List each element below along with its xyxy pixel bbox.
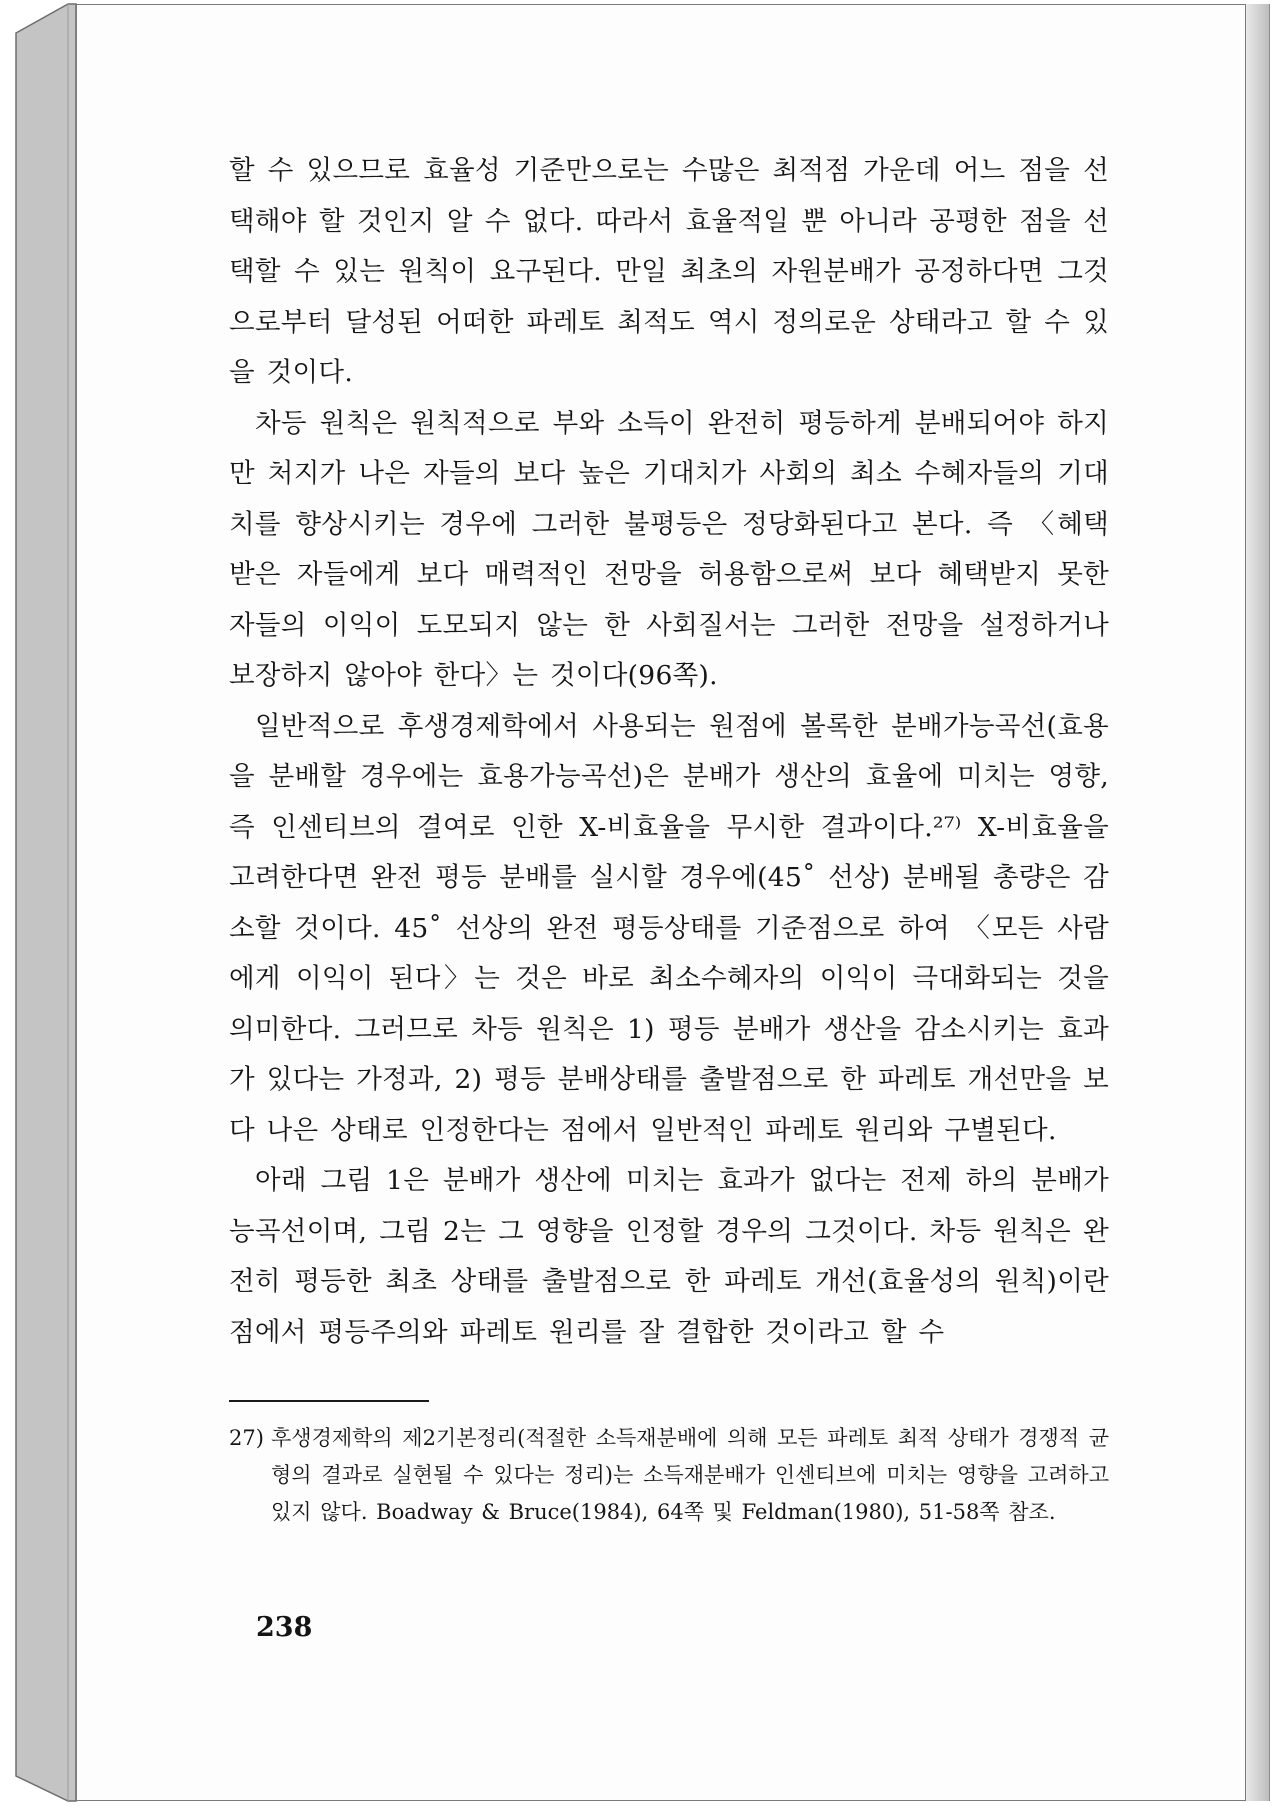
footnote-divider — [229, 1400, 429, 1402]
book-spine — [0, 0, 80, 1806]
paragraph-4: 아래 그림 1은 분배가 생산에 미치는 효과가 없다는 전제 하의 분배가능곡선이며, 그림 2는 그 영향을 인정할 경우의 그것이다. 차등 원칙은 완전히 평등한 최초 상태를 출발점으로 한 파레토 개선(효율성의 원칙)이란 점에서 평등주의와 파레토 원리를 잘 결합한 것이라고 할 수 — [229, 1165, 1109, 1348]
body-text — [229, 146, 1109, 1358]
page-number: 238 — [256, 1612, 313, 1643]
footnote-marker: 27) — [229, 1426, 264, 1450]
page-edge — [1246, 4, 1270, 1801]
footnote-text: 후생경제학의 제2기본정리(적절한 소득재분배에 의해 모든 파레토 최적 상태가 경쟁적 균형의 결과로 실현될 수 있다는 정리)는 소득재분배가 인센티브에 미치는 영향을 고려하고 있지 않다. Boadway & Bruce(1984), 64쪽 및 Feldman(1980), 51-58쪽 참조. — [271, 1426, 1109, 1524]
footnote — [229, 1420, 1109, 1531]
paragraph-2: 차등 원칙은 원칙적으로 부와 소득이 완전히 평등하게 분배되어야 하지만 처지가 나은 자들의 보다 높은 기대치가 사회의 최소 수혜자들의 기대치를 향상시키는 경우에 그러한 불평등은 정당화된다고 본다. 즉 〈혜택받은 자들에게 보다 매력적인 전망을 허용함으로써 보다 혜택받지 못한 자들의 이익이 도모되지 않는 한 사회질서는 그러한 전망을 설정하거나 보장하지 않아야 한다〉는 것이다(96쪽). — [229, 407, 1109, 691]
paragraph-3: 일반적으로 후생경제학에서 사용되는 원점에 볼록한 분배가능곡선(효용을 분배할 경우에는 효용가능곡선)은 분배가 생산의 효율에 미치는 영향, 즉 인센티브의 결여로 인한 X-비효율을 무시한 결과이다.²⁷⁾ X-비효율을 고려한다면 완전 평등 분배를 실시할 경우에(45˚ 선상) 분배될 총량은 감소할 것이다. 45˚ 선상의 완전 평등상태를 기준점으로 하여 〈모든 사람에게 이익이 된다〉는 것은 바로 최소수혜자의 이익이 극대화되는 것을 의미한다. 그러므로 차등 원칙은 1) 평등 분배가 생산을 감소시키는 효과가 있다는 가정과, 2) 평등 분배상태를 출발점으로 한 파레토 개선만을 보다 나은 상태로 인정한다는 점에서 일반적인 파레토 원리와 구별된다. — [229, 710, 1109, 1146]
paragraph-1: 할 수 있으므로 효율성 기준만으로는 수많은 최적점 가운데 어느 점을 선택해야 할 것인지 알 수 없다. 따라서 효율적일 뿐 아니라 공평한 점을 선택할 수 있는 원칙이 요구된다. 만일 최초의 자원분배가 공정하다면 그것으로부터 달성된 어떠한 파레토 최적도 역시 정의로운 상태라고 할 수 있을 것이다. — [229, 155, 1109, 388]
